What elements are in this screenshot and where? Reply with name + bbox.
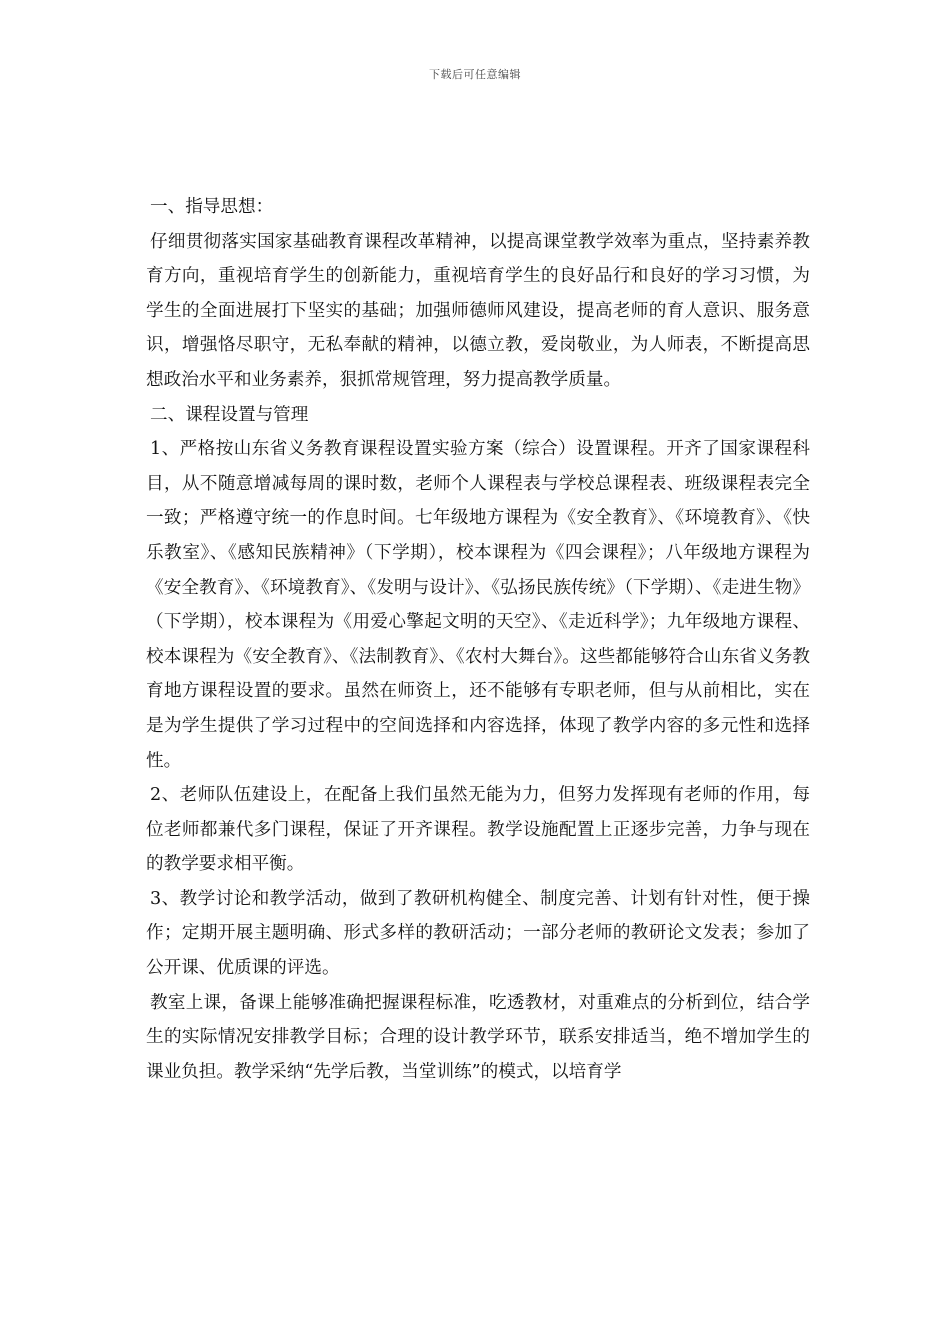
paragraph-guiding-ideology: 仔细贯彻落实国家基础教育课程改革精神，以提高课堂教学效率为重点，坚持素养教育方向，重视培育学生的创新能力，重视培育学生的良好品行和良好的学习习惯，为学生的全面进展打下坚实的基础；加强师德师风建设，提高老师的育人意识、服务意识，增强恪尽职守，无私奉献的精神，以德立教，爱岗敬业，为人师表，不断提高思想政治水平和业务素养，狠抓常规管理，努力提高教学质量。: [146, 231, 810, 390]
section-heading-guiding-ideology: 一、指导思想：: [150, 197, 274, 217]
document-body: [146, 190, 810, 1089]
paragraph-curriculum-1: 1、严格按山东省义务教育课程设置实验方案（综合）设置课程。开齐了国家课程科目，从不随意增减每周的课时数，老师个人课程表与学校总课程表、班级课程表完全一致；严格遵守统一的作息时间。七年级地方课程为《安全教育》、《环境教育》、《快乐教室》、《感知民族精神》（下学期），校本课程为《四会课程》；八年级地方课程为《安全教育》、《环境教育》、《发明与设计》、《弘扬民族传统》（下学期）、《走进生物》（下学期），校本课程为《用爱心擎起文明的天空》、《走近科学》；九年级地方课程、校本课程为《安全教育》、《法制教育》、《农村大舞台》。这些都能够符合山东省义务教育地方课程设置的要求。虽然在师资上，还不能够有专职老师，但与从前相比，实在是为学生提供了学习过程中的空间选择和内容选择，体现了教学内容的多元性和选择性。: [146, 439, 810, 771]
paragraph-classroom-teaching: 教室上课，备课上能够准确把握课程标准，吃透教材，对重难点的分析到位，结合学生的实际情况安排教学目标；合理的设计教学环节，联系安排适当，绝不增加学生的课业负担。教学采纳“先学后教，当堂训练”的模式，以培育学: [146, 992, 810, 1082]
paragraph-curriculum-3: 3、教学讨论和教学活动，做到了教研机构健全、制度完善、计划有针对性，便于操作；定期开展主题明确、形式多样的教研活动；一部分老师的教研论文发表；参加了公开课、优质课的评选。: [146, 888, 810, 979]
page-header: 下载后可任意编辑: [429, 68, 521, 81]
section-heading-curriculum: 二、课程设置与管理: [150, 404, 309, 425]
paragraph-curriculum-2: 2、老师队伍建设上，在配备上我们虽然无能为力，但努力发挥现有老师的作用，每位老师都兼代多门课程，保证了开齐课程。教学设施配置上正逐步完善，力争与现在的教学要求相平衡。: [146, 785, 810, 875]
